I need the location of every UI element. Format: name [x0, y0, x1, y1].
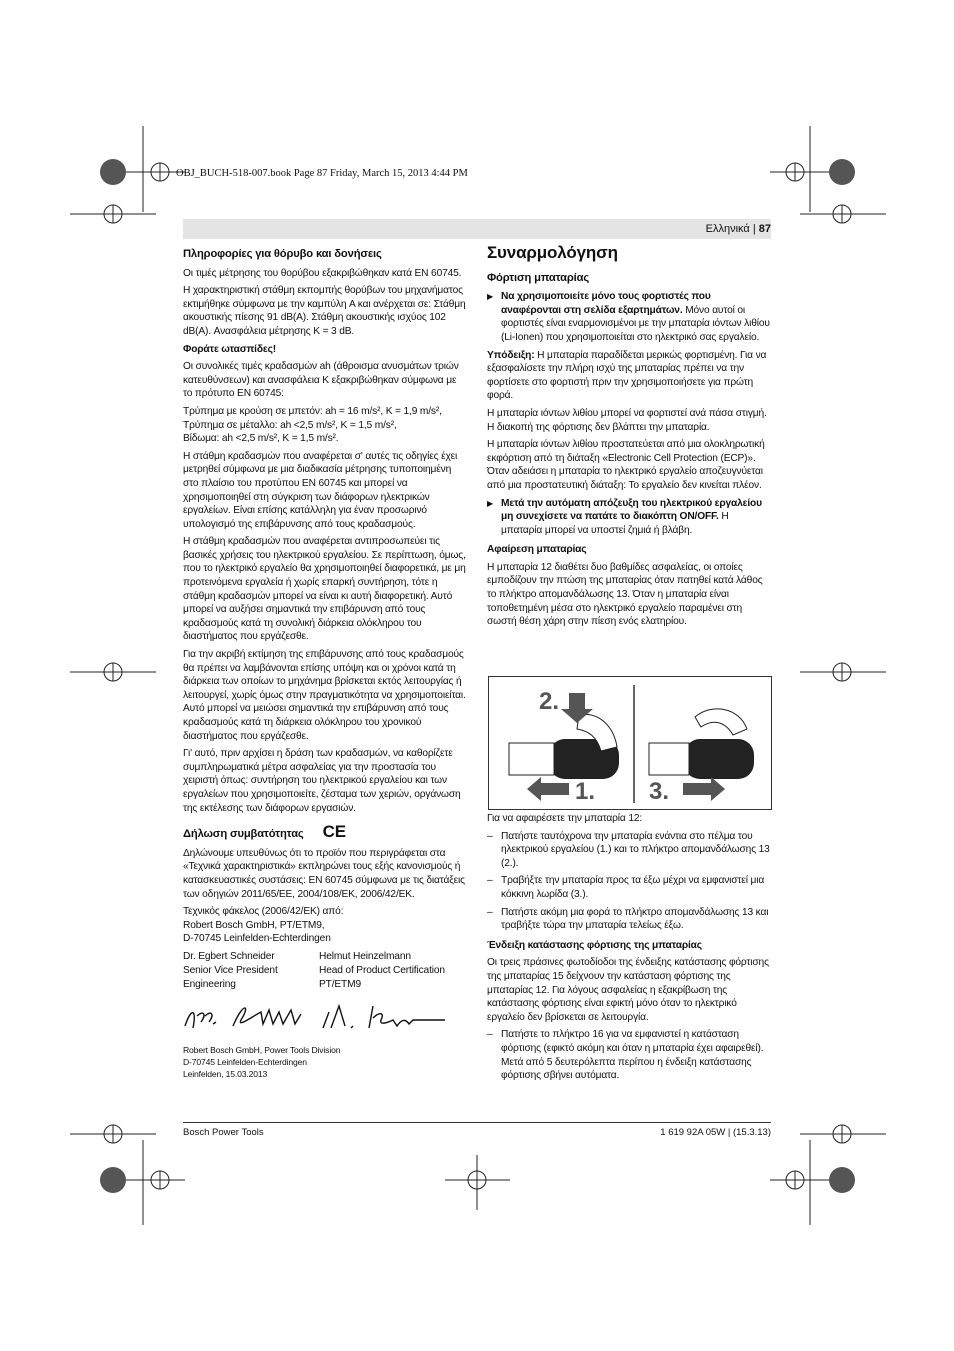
conformity-title	[183, 822, 466, 842]
remove-title: Αφαίρεση μπαταρίας	[487, 544, 587, 556]
paragraph: Δηλώνουμε υπευθύνως ότι το προϊόν που περιγράφεται στα «Τεχνικά χαρακτηριστικά» εκπληρώνει τους εξής κανονισμούς ή κατασκευαστικές συστάσεις: EN 60745 σύμφωνα με τις διατάξεις των οδηγιών 2011/65/ΕΕ, 2004/108/ΕΚ, 2006/42/ΕΚ.	[183, 847, 465, 900]
tech-file-line: Robert Bosch GmbH, PT/ETM9,	[183, 919, 325, 931]
header-bar	[183, 219, 771, 239]
vibration-line: Τρύπημα με κρούση σε μπετόν: ah = 16 m/s², K = 1,9 m/s²,	[183, 405, 442, 417]
paragraph: Οι συνολικές τιμές κραδασμών ah (άθροισμα ανυσμάτων τριών κατευθύνσεων) και ανασφάλεια K εξακριβώθηκαν σύμφωνα με το πρότυπο EN 60745:	[183, 361, 459, 400]
signatory-role: Senior Vice President	[183, 964, 278, 976]
bullet-item	[487, 290, 771, 344]
paragraph: Γι' αυτό, πριν αρχίσει η δράση των κραδασμών, να καθορίζετε συμπληρωματικά μέτρα ασφαλείας για την προστασία του χειριστή όπως: συντήρηση του ηλεκτρικού εργαλείου και των εργαλείων που χρησιμοποιείτε, ζέσταμα των χεριών, οργάνωση της εκτέλεσης των διάφορων εργασιών.	[183, 748, 461, 814]
print-header: OBJ_BUCH-518-007.book Page 87 Friday, March 15, 2013 4:44 PM	[176, 168, 468, 179]
right-column-lower	[487, 812, 771, 1087]
step-3-label: 3.	[649, 778, 670, 805]
signatory-role: PT/ETM9	[319, 978, 361, 990]
footer-brand: Bosch Power Tools	[183, 1127, 264, 1138]
signatory-name: Helmut Heinzelmann	[319, 950, 411, 962]
handwritten-signatures	[183, 998, 466, 1038]
battery-removal-illustration	[489, 677, 771, 809]
tech-file-line: D-70745 Leinfelden-Echterdingen	[183, 933, 331, 945]
paragraph: Η χαρακτηριστική στάθμη εκπομπής θορύβων του μηχανήματος εκτιμήθηκε σύμφωνα με την καμπύλη A και ανέρχεται σε: Στάθμη ακουστικής πίεσης 91 dB(A). Στάθμη ακουστικής ισχύος 102 dB(A). Ανασφάλεια μέτρησης K = 3 dB.	[183, 285, 466, 337]
signatory-role: Engineering	[183, 978, 236, 990]
language-label: Ελληνικά	[705, 223, 750, 235]
paragraph: Η μπαταρία ιόντων λιθίου προστατεύεται από μια ολοκληρωτική εκφόρτιση από τη διάταξη «Electronic Cell Protection (ECP)». Όταν αδειάσει η μπαταρία το ηλεκτρικό εργαλείο αποζευγνύεται από μια προστατευτική διάταξη: Το εργαλείο δεν κινείται πλέον.	[487, 439, 765, 491]
ear-protection-warning: Φοράτε ωτασπίδες!	[183, 343, 276, 355]
paragraph: Για την ακριβή εκτίμηση της επιβάρυνσης από τους κραδασμούς θα πρέπει να λαμβάνονται επίσης υπόψη και οι χρόνοι κατά τη διάρκεια των οποίων το μηχάνημα βρίσκεται εκτός λειτουργίας ή λειτουργεί, χωρίς όμως στην πραγματικότητα να χρησιμοποιείται. Αυτό μπορεί να μειώσει σημαντικά την επιβάρυνση από τους κραδασμούς κατά τη διάρκεια ολόκληρου του χρονικού διαστήματος που εργάζεσθε.	[183, 649, 466, 742]
battery-removal-figure	[488, 676, 772, 810]
step-item: – Πατήστε ταυτόχρονα την μπαταρία ενάντια στο πέλμα του ηλεκτρικού εργαλείου (1.) και το πλήκτρο απομανδάλωσης 13 (2.).	[487, 830, 771, 871]
right-column	[487, 243, 771, 633]
paragraph: Η μπαταρία ιόντων λιθίου μπορεί να φορτιστεί ανά πάσα στιγμή. Η διακοπή της φόρτισης δεν βλάπτει την μπαταρία.	[487, 407, 767, 433]
footer-rule	[183, 1122, 771, 1123]
status-title: Ένδειξη κατάστασης φόρτισης της μπαταρίας	[487, 939, 702, 951]
step-item: – Πατήστε το πλήκτρο 16 για να εμφανιστεί η κατάσταση φόρτισης (εφικτό ακόμη και όταν η μπαταρία έχει αφαιρεθεί). Μετά από 5 δευτερόλεπτα περίπου η ένδειξη κατάστασης φόρτισης σβήνει αυτόματα.	[487, 1028, 771, 1082]
signatory-name: Dr. Egbert Schneider	[183, 950, 275, 962]
step-item: – Πατήστε ακόμη μια φορά το πλήκτρο απομανδάλωσης 13 και τραβήξτε τώρα την μπαταρία τελείως έξω.	[487, 906, 771, 933]
address-line: Robert Bosch GmbH, Power Tools Division	[183, 1044, 341, 1055]
bullet-bold: Να χρησιμοποιείτε μόνο τους φορτιστές που αναφέρονται στη σελίδα εξαρτημάτων.	[501, 291, 711, 316]
paragraph: Η στάθμη κραδασμών που αναφέρεται σ' αυτές τις οδηγίες έχει μετρηθεί σύμφωνα με μια διαδικασία μέτρησης τυποποιημένη στο πλαίσιο του προτύπου EN 60745 και μπορεί να χρησιμοποιηθεί στη σύγκριση των διάφορων ηλεκτρικών εργαλείων. Είναι επίσης κατάλληλη για έναν προσωρινό υπολογισμό της επιβάρυνσης από τους κραδασμούς.	[183, 450, 458, 530]
bullet-text: Μόνο αυτοί οι φορτιστές είναι εναρμονισμένοι με την μπαταρία ιόντων λιθίου (Li-Ionen) που χρησιμοποιείται στο ηλεκτρικό σας εργαλείο.	[501, 304, 770, 343]
left-column	[183, 248, 466, 1080]
paragraph: Οι τιμές μέτρησης του θορύβου εξακριβώθηκαν κατά EN 60745.	[183, 267, 462, 279]
footer-docnumber: 1 619 92A 05W | (15.3.13)	[660, 1127, 771, 1138]
step-item: – Τραβήξτε την μπαταρία προς τα έξω μέχρι να εμφανιστεί μια κόκκινη λωρίδα (3.).	[487, 874, 771, 901]
address-line: Leinfelden, 15.03.2013	[183, 1068, 268, 1079]
signatory-role: Head of Product Certification	[319, 964, 445, 976]
ce-mark: CE	[322, 822, 346, 842]
bullet-text: Η μπαταρία μπορεί να υποστεί ζημιά ή βλάβη.	[501, 511, 729, 536]
vibration-line: Τρύπημα σε μέταλλο: ah <2,5 m/s², K = 1,5 m/s²,	[183, 419, 397, 431]
step-2-label: 2.	[539, 688, 560, 715]
paragraph: Για να αφαιρέσετε την μπαταρία 12:	[487, 813, 643, 824]
paragraph: Οι τρεις πράσινες φωτοδίοδοι της ένδειξης κατάστασης φόρτισης της μπαταρίας 15 δείχνουν την κατάσταση φόρτισης της μπαταρίας 12. Για λόγους ασφαλείας η εξακρίβωση της κατάστασης φόρτισης είναι εφικτή μόνο όταν το ηλεκτρικό εργαλείο δεν βρίσκεται σε λειτουργία.	[487, 957, 769, 1023]
page-header: Ελληνικά | 87	[705, 223, 771, 235]
note-label: Υπόδειξη:	[487, 349, 535, 361]
address-line: D-70745 Leinfelden-Echterdingen	[183, 1056, 307, 1067]
charging-title: Φόρτιση μπαταρίας	[487, 271, 590, 284]
vibration-line: Βίδωμα: ah <2,5 m/s², K = 1,5 m/s².	[183, 433, 339, 445]
paragraph: Η στάθμη κραδασμών που αναφέρεται αντιπροσωπεύει τις βασικές χρήσεις του ηλεκτρικού εργαλείου. Σε περίπτωση, όμως, που το ηλεκτρικό εργαλείο θα χρησιμοποιηθεί διαφορετικά, με μη προτεινόμενα εργαλεία ή χωρίς επαρκή συντήρηση, τότε η στάθμη κραδασμών μπορεί να είναι κι αυτή διαφορετική. Αυτό μπορεί να αυξήσει σημαντικά την επιβάρυνση από τους κραδασμούς κατά τη συνολική διάρκεια ολόκληρου του διαστήματος που εργάζεσθε.	[183, 536, 466, 643]
step-1-label: 1.	[575, 778, 596, 805]
page-number: 87	[758, 223, 771, 235]
note-text: Η μπαταρία παραδίδεται μερικώς φορτισμένη. Για να εξασφαλίσετε την πλήρη ισχύ της μπαταρίας πρέπει να την φορτίσετε στο φορτιστή πριν την χρησιμοποιήσετε για πρώτη φορά.	[487, 349, 767, 402]
tech-file-line: Τεχνικός φάκελος (2006/42/ΕΚ) από:	[183, 906, 344, 918]
conformity-title-text: Δήλωση συμβατότητας	[183, 828, 304, 841]
signatories	[183, 950, 466, 992]
bullet-bold: Μετά την αυτόματη απόζευξη του ηλεκτρικού εργαλείου μη συνεχίσετε να πατάτε το διακόπτη ON/OFF.	[501, 497, 762, 523]
note-paragraph	[487, 349, 771, 403]
assembly-title: Συναρμολόγηση	[487, 243, 618, 262]
paragraph: Η μπαταρία 12 διαθέτει δυο βαθμίδες ασφαλείας, οι οποίες εμποδίζουν την πτώση της μπαταρίας όταν πατηθεί κατά λάθος το πλήκτρο απομανδάλωσης 13. Όταν η μπαταρία είναι τοποθετημένη μέσα στο ηλεκτρικό εργαλείο παραμένει στη σωστή θέση χάρη στην πίεση ενός ελατηρίου.	[487, 561, 763, 628]
noise-title: Πληροφορίες για θόρυβο και δονήσεις	[183, 248, 382, 260]
bullet-item	[487, 497, 771, 538]
